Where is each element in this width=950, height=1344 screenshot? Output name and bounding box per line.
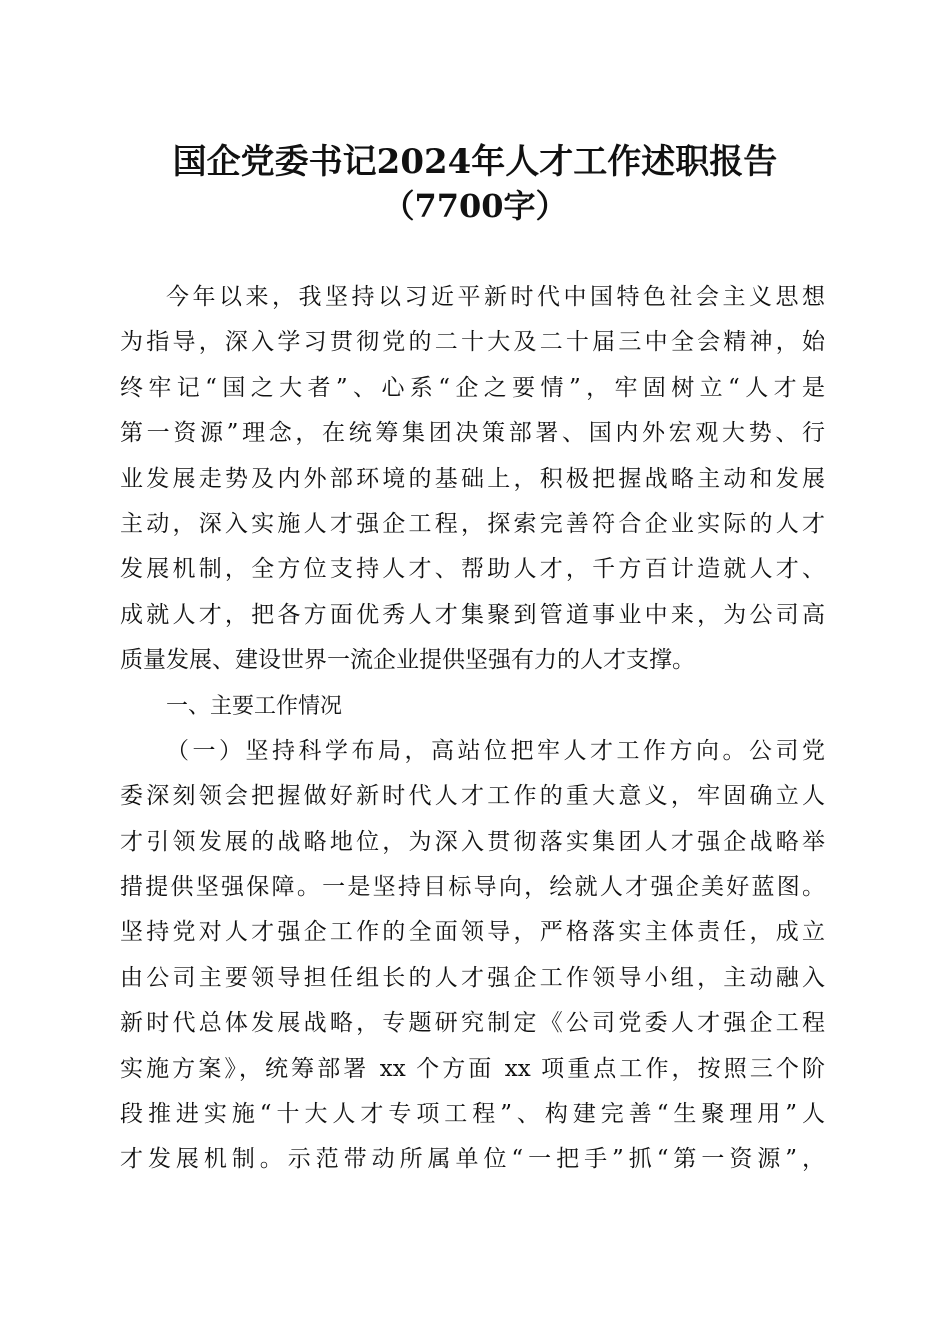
paragraph-line: 主动，深入实施人才强企工程，探索完善符合企业实际的人才 xyxy=(120,510,825,537)
paragraph-line: 实施方案》，统筹部署 xx 个方面 xx 项重点工作，按照三个阶 xyxy=(120,1055,825,1082)
document-subtitle-word-count: （7700字） xyxy=(382,187,568,225)
paragraph-line: 措提供坚强保障。一是坚持目标导向，绘就人才强企美好蓝图。 xyxy=(120,874,825,901)
paragraph-line: 才发展机制。示范带动所属单位“一把手”抓“第一资源”， xyxy=(120,1146,825,1173)
paragraph-line: 发展机制，全方位支持人才、帮助人才，千方百计造就人才、 xyxy=(120,556,825,583)
paragraph-line: 终牢记“国之大者”、心系“企之要情”，牢固树立“人才是 xyxy=(120,374,825,401)
paragraph-line: 业发展走势及内外部环境的基础上，积极把握战略主动和发展 xyxy=(120,465,825,492)
paragraph-line: 段推进实施“十大人才专项工程”、构建完善“生聚理用”人 xyxy=(120,1101,825,1128)
paragraph-line: 坚持党对人才强企工作的全面领导，严格落实主体责任，成立 xyxy=(120,919,825,946)
document-body xyxy=(120,275,825,1183)
paragraph-line: 才引领发展的战略地位，为深入贯彻落实集团人才强企战略举 xyxy=(120,828,825,855)
paragraph-line: 质量发展、建设世界一流企业提供坚强有力的人才支撑。 xyxy=(120,647,695,674)
paragraph-line: 委深刻领会把握做好新时代人才工作的重大意义，牢固确立人 xyxy=(120,783,825,810)
subsection-line: （一）坚持科学布局，高站位把牢人才工作方向。公司党 xyxy=(166,737,825,764)
document-title: 国企党委书记2024年人才工作述职报告 xyxy=(172,142,778,182)
paragraph-line: 为指导，深入学习贯彻党的二十大及二十届三中全会精神，始 xyxy=(120,329,825,356)
section-heading: 一、主要工作情况 xyxy=(166,693,343,719)
paragraph-line: 新时代总体发展战略，专题研究制定《公司党委人才强企工程 xyxy=(120,1010,825,1037)
paragraph-line: 由公司主要领导担任组长的人才强企工作领导小组，主动融入 xyxy=(120,964,825,991)
paragraph-line: 第一资源”理念，在统筹集团决策部署、国内外宏观大势、行 xyxy=(120,420,825,447)
paragraph-line: 成就人才，把各方面优秀人才集聚到管道事业中来，为公司高 xyxy=(120,601,825,628)
paragraph-line: 今年以来，我坚持以习近平新时代中国特色社会主义思想 xyxy=(166,284,825,310)
